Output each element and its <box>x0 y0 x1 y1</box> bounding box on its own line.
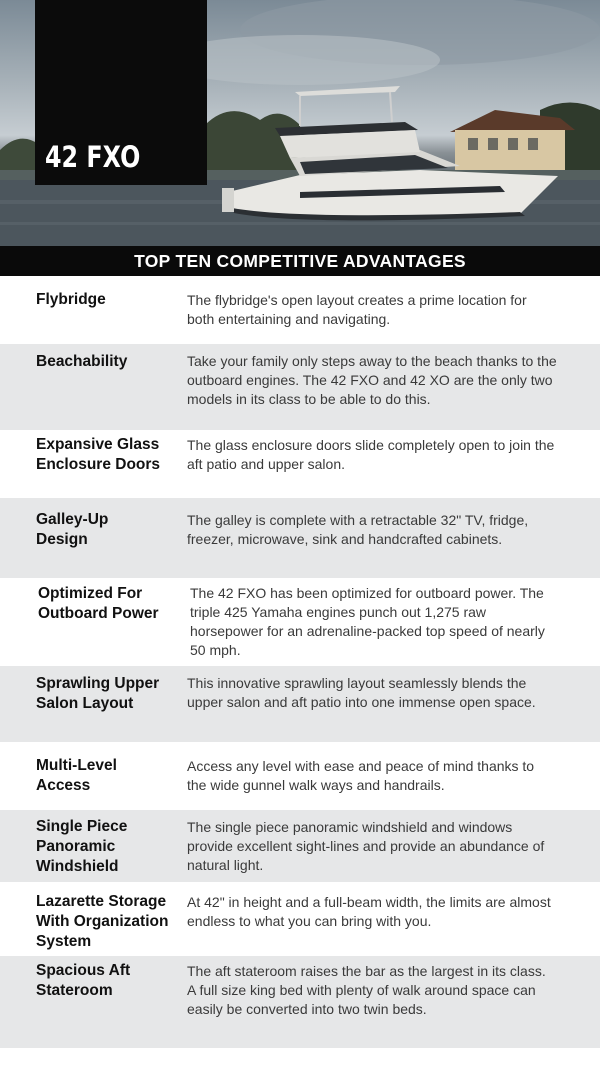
advantage-row <box>0 430 600 498</box>
advantage-label: Sprawling Upper Salon Layout <box>36 675 160 712</box>
advantage-description: At 42" in height and a full-beam width, the limits are almost endless to what you can bring with you. <box>187 894 551 929</box>
advantage-row <box>0 578 600 666</box>
advantage-label: Spacious Aft Stateroom <box>36 962 131 999</box>
advantage-row <box>0 742 600 810</box>
advantage-row <box>0 344 600 430</box>
advantage-description: The aft stateroom raises the bar as the largest in its class. A full size king bed with plenty of walk around space can easily be converted into two twin beds. <box>187 963 546 1017</box>
advantage-description: The glass enclosure doors slide completely open to join the aft patio and upper salon. <box>187 437 555 472</box>
advantage-label: Optimized For Outboard Power <box>38 585 159 622</box>
advantage-row <box>0 276 600 344</box>
advantage-description: The flybridge's open layout creates a prime location for both entertaining and navigating. <box>187 292 527 327</box>
model-name: 42 FXO <box>45 140 141 174</box>
advantage-label: Galley-Up Design <box>36 511 109 548</box>
advantage-description: This innovative sprawling layout seamlessly blends the upper salon and aft patio into one immense open space. <box>187 675 536 710</box>
advantage-row <box>0 498 600 578</box>
advantage-label: Beachability <box>36 353 128 370</box>
advantage-row <box>0 666 600 742</box>
hero-image <box>0 0 600 246</box>
advantage-row <box>0 956 600 1048</box>
advantage-description: Access any level with ease and peace of mind thanks to the wide gunnel walk ways and handrails. <box>187 758 535 793</box>
advantage-label: Multi-Level Access <box>36 757 117 794</box>
advantage-label: Single Piece Panoramic Windshield <box>36 818 128 875</box>
advantage-description: The 42 FXO has been optimized for outboard power. The triple 425 Yamaha engines punch out 1,275 raw horsepower for an adrenaline-packed top speed of nearly 50 mph. <box>190 585 545 658</box>
advantage-label: Expansive Glass Enclosure Doors <box>36 436 161 473</box>
advantage-description: Take your family only steps away to the beach thanks to the outboard engines. The 42 FXO and 42 XO are the only two models in its class to be able to do this. <box>187 353 557 407</box>
advantage-row <box>0 810 600 882</box>
advantage-label: Flybridge <box>36 291 106 308</box>
advantage-description: The single piece panoramic windshield and windows provide excellent sight-lines and provide an abundance of natural light. <box>187 819 545 873</box>
advantage-row <box>0 882 600 956</box>
section-title: TOP TEN COMPETITIVE ADVANTAGES <box>0 246 600 276</box>
advantage-label: Lazarette Storage With Organization System <box>36 893 169 950</box>
advantage-description: The galley is complete with a retractable 32" TV, fridge, freezer, microwave, sink and handcrafted cabinets. <box>187 512 529 547</box>
